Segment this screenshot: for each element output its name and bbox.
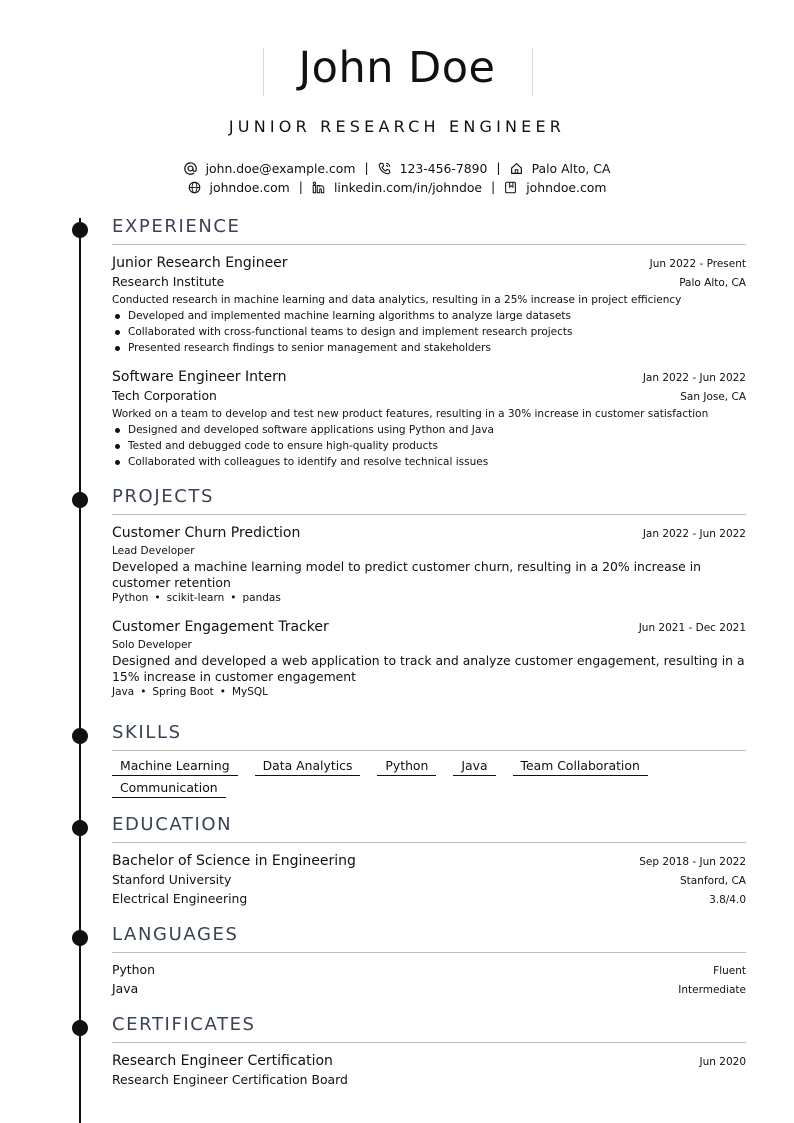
contact-portfolio[interactable]: johndoe.com [504, 179, 606, 197]
experience-entry [112, 253, 746, 356]
certificate-issuer: Research Engineer Certification Board [112, 1072, 348, 1087]
projects-section [112, 486, 746, 700]
timeline-dot [72, 820, 88, 836]
contact-line-1 [0, 159, 794, 178]
tech-item: pandas [242, 592, 281, 604]
languages-section [112, 924, 746, 999]
tech-item: Python [112, 592, 149, 604]
timeline-dot [72, 1020, 88, 1036]
contact-separator: | [364, 160, 369, 175]
project-name: Customer Churn Prediction [112, 525, 301, 541]
entry-dates: Jun 2020 [699, 1056, 746, 1068]
certificate-name: Research Engineer Certification [112, 1053, 333, 1069]
skills-section [112, 722, 746, 798]
list-item [112, 980, 746, 999]
skill-tag: Data Analytics [255, 758, 361, 776]
timeline-dot [72, 930, 88, 946]
skill-tag: Java [453, 758, 495, 776]
entry-location: Stanford, CA [680, 875, 746, 887]
candidate-name: John Doe [298, 43, 496, 93]
section-title: EDUCATION [112, 814, 746, 843]
company-name: Research Institute [112, 274, 225, 289]
contact-line-2 [0, 178, 794, 197]
language-name: Java [112, 981, 139, 996]
home-icon [510, 162, 523, 175]
degree-name: Bachelor of Science in Engineering [112, 853, 356, 869]
contact-phone[interactable]: 123-456-7890 [378, 160, 488, 178]
section-title: PROJECTS [112, 486, 746, 515]
job-title: JUNIOR RESEARCH ENGINEER [228, 117, 566, 136]
certificates-section [112, 1014, 746, 1089]
list-item: Designed and developed software applications using Python and Java [112, 422, 746, 438]
entry-dates: Sep 2018 - Jun 2022 [639, 856, 746, 868]
languages-list [112, 961, 746, 999]
language-level: Fluent [713, 965, 746, 977]
project-entry [112, 523, 746, 606]
contact-linkedin[interactable]: linkedin.com/in/johndoe [312, 179, 482, 197]
section-title: EXPERIENCE [112, 216, 746, 245]
experience-entry [112, 367, 746, 470]
experience-section [112, 216, 746, 470]
tech-item: Java [112, 686, 135, 698]
language-level: Intermediate [678, 984, 746, 996]
language-name: Python [112, 962, 155, 977]
section-title: LANGUAGES [112, 924, 746, 953]
at-icon [184, 162, 197, 175]
bookmark-icon [504, 181, 517, 194]
entry-dates: Jan 2022 - Jun 2022 [642, 528, 746, 540]
list-item: Presented research findings to senior management and stakeholders [112, 340, 746, 356]
contact-separator: | [496, 160, 501, 175]
entry-dates: Jun 2021 - Dec 2021 [638, 622, 746, 634]
section-title: CERTIFICATES [112, 1014, 746, 1043]
skill-tag: Team Collaboration [513, 758, 648, 776]
tech-item: MySQL [231, 686, 269, 698]
field-of-study: Electrical Engineering [112, 891, 248, 906]
list-item: Collaborated with cross-functional teams to design and implement research projects [112, 324, 746, 340]
skill-tags [112, 758, 746, 798]
education-section [112, 814, 746, 909]
entry-location: San Jose, CA [680, 391, 746, 403]
bullet-list [112, 308, 746, 356]
entry-summary: Conducted research in machine learning and data analytics, resulting in a 25% increase in project efficiency [112, 294, 682, 306]
linkedin-icon [312, 181, 325, 194]
skill-tag: Communication [112, 780, 226, 798]
contact-email[interactable]: john.doe@example.com [184, 160, 356, 178]
contact-location: Palo Alto, CA [510, 160, 611, 178]
timeline-dot [72, 222, 88, 238]
phone-icon [378, 162, 391, 175]
project-role: Lead Developer [112, 545, 195, 557]
timeline-dot [72, 492, 88, 508]
list-item: Collaborated with colleagues to identify and resolve technical issues [112, 454, 746, 470]
tech-list: Python • scikit-learn • pandas [112, 592, 281, 604]
entry-dates: Jun 2022 - Present [649, 258, 746, 270]
list-item: Developed and implemented machine learning algorithms to analyze large datasets [112, 308, 746, 324]
list-item [112, 961, 746, 980]
gpa-value: 3.8/4.0 [709, 894, 746, 906]
contact-website[interactable]: johndoe.com [188, 179, 290, 197]
project-description: Designed and developed a web application to track and analyze customer engagement, resulting in a 15% increase in customer engagement [112, 653, 745, 684]
education-entry [112, 851, 746, 909]
project-name: Customer Engagement Tracker [112, 619, 329, 635]
entry-dates: Jan 2022 - Jun 2022 [642, 372, 746, 384]
school-name: Stanford University [112, 872, 232, 887]
project-entry [112, 617, 746, 700]
entry-summary: Worked on a team to develop and test new product features, resulting in a 30% increase in customer satisfaction [112, 408, 709, 420]
timeline-line [79, 218, 81, 1123]
project-description: Developed a machine learning model to predict customer churn, resulting in a 20% increase in customer retention [112, 559, 702, 590]
contact-separator: | [491, 179, 496, 194]
timeline-dot [72, 728, 88, 744]
contact-separator: | [298, 179, 303, 194]
certificate-entry [112, 1051, 746, 1089]
tech-item: Spring Boot [152, 686, 214, 698]
project-role: Solo Developer [112, 639, 192, 651]
list-item: Tested and debugged code to ensure high-quality products [112, 438, 746, 454]
skill-tag: Python [377, 758, 436, 776]
company-name: Tech Corporation [112, 388, 217, 403]
globe-icon [188, 181, 201, 194]
role-title: Software Engineer Intern [112, 369, 287, 385]
tech-list: Java • Spring Boot • MySQL [112, 686, 269, 698]
tech-item: scikit-learn [166, 592, 225, 604]
section-title: SKILLS [112, 722, 746, 751]
skill-tag: Machine Learning [112, 758, 238, 776]
bullet-list [112, 422, 746, 470]
entry-location: Palo Alto, CA [679, 277, 746, 289]
role-title: Junior Research Engineer [112, 255, 288, 271]
